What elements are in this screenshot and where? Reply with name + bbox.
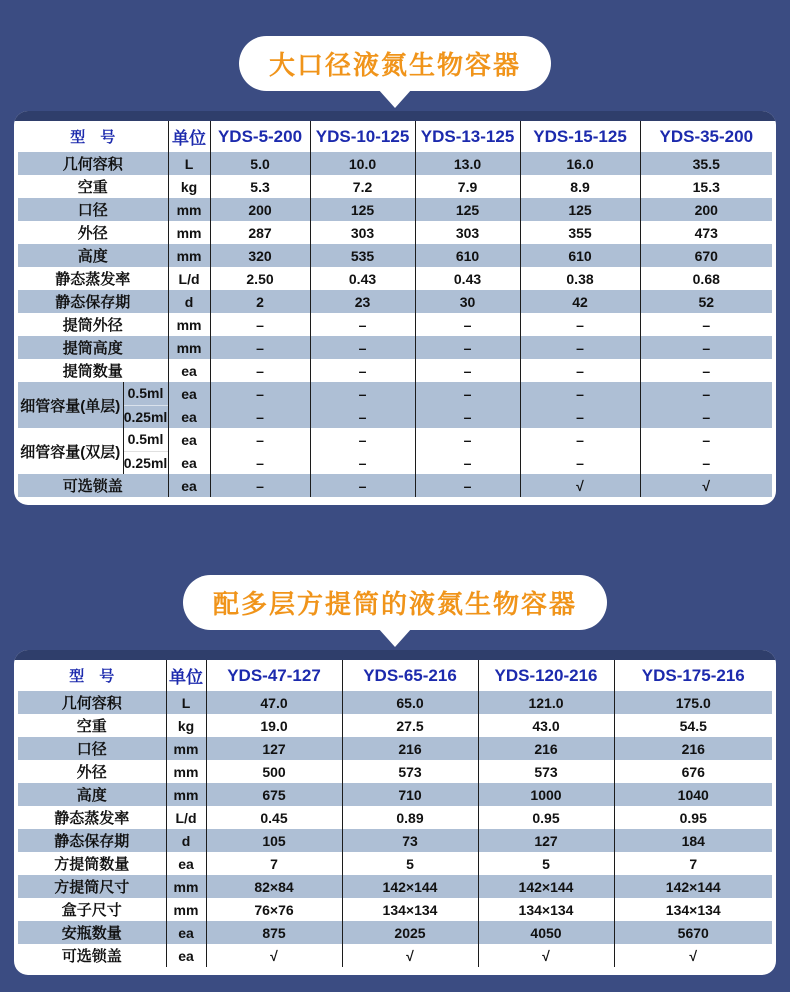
value-cell: 142×144 (614, 875, 772, 898)
row-label: 外径 (76, 764, 107, 781)
value-cell: 710 (342, 783, 478, 806)
value-cell: – (210, 474, 310, 497)
unit-cell: ea (168, 359, 210, 382)
value-cell: 0.38 (520, 267, 640, 290)
row-label: 静态保存期 (18, 290, 168, 313)
value-cell: 4050 (478, 921, 614, 944)
value-cell: 125 (520, 198, 640, 221)
value-cell: 473 (640, 221, 772, 244)
value-cell: – (640, 405, 772, 428)
value-cell: – (310, 405, 415, 428)
unit-cell: L/d (168, 267, 210, 290)
value-cell: – (310, 451, 415, 474)
value-cell: – (415, 313, 520, 336)
row-label: 细管容量(双层) (20, 443, 121, 461)
value-cell: 76×76 (206, 898, 342, 921)
unit-cell: kg (168, 175, 210, 198)
value-cell: 16.0 (520, 152, 640, 175)
col-header-unit: 单位 (168, 121, 210, 152)
value-cell: 0.45 (206, 806, 342, 829)
col-header-model: 型 号 (70, 129, 116, 146)
row-label: 静态蒸发率 (54, 810, 130, 827)
value-cell: 125 (310, 198, 415, 221)
section-title-bubble-1 (239, 36, 551, 91)
bubble-pointer-icon (378, 89, 412, 108)
spec-row (18, 152, 772, 175)
value-cell: 5 (342, 852, 478, 875)
value-cell: – (415, 405, 520, 428)
unit-cell: mm (168, 313, 210, 336)
model-header: YDS-5-200 (210, 121, 310, 152)
value-cell: 15.3 (640, 175, 772, 198)
value-cell: – (210, 336, 310, 359)
value-cell: 5 (478, 852, 614, 875)
spec-row (18, 875, 772, 898)
value-cell: 23 (310, 290, 415, 313)
value-cell: 52 (640, 290, 772, 313)
spec-row (18, 290, 772, 313)
value-cell: 500 (206, 760, 342, 783)
value-cell: 355 (520, 221, 640, 244)
unit-cell: ea (168, 382, 210, 405)
spec-row (18, 267, 772, 290)
value-cell: 121.0 (478, 691, 614, 714)
unit-cell: mm (168, 244, 210, 267)
value-cell: 573 (478, 760, 614, 783)
value-cell: – (640, 359, 772, 382)
row-label: 外径 (77, 225, 108, 242)
value-cell: 175.0 (614, 691, 772, 714)
row-label: 静态保存期 (18, 829, 166, 852)
card-top-band (14, 111, 776, 121)
value-cell: 47.0 (206, 691, 342, 714)
spec-row (18, 944, 772, 967)
row-label: 提筒高度 (18, 336, 168, 359)
value-cell: – (415, 359, 520, 382)
sub-label: 0.5ml (123, 428, 168, 451)
row-label: 方提筒尺寸 (18, 875, 166, 898)
row-label: 盒子尺寸 (61, 902, 122, 919)
value-cell: 19.0 (206, 714, 342, 737)
value-cell: 184 (614, 829, 772, 852)
row-label: 空重 (77, 179, 108, 196)
bubble-pointer-icon (378, 628, 412, 647)
value-cell: – (210, 382, 310, 405)
model-header: YDS-65-216 (342, 660, 478, 691)
model-header: YDS-13-125 (415, 121, 520, 152)
table-wrapper (14, 660, 776, 975)
value-cell: 875 (206, 921, 342, 944)
spec-row (18, 198, 772, 221)
unit-cell: mm (168, 221, 210, 244)
value-cell: 73 (342, 829, 478, 852)
spec-card-large-diameter (14, 111, 776, 505)
row-label: 高度 (18, 244, 168, 267)
value-cell: 7.9 (415, 175, 520, 198)
unit-cell: d (168, 290, 210, 313)
spec-card-multilayer (14, 650, 776, 975)
value-cell: 7 (206, 852, 342, 875)
value-cell: – (310, 474, 415, 497)
value-cell: 676 (614, 760, 772, 783)
spec-row (18, 313, 772, 336)
spec-table-multilayer (18, 660, 772, 967)
value-cell: – (310, 313, 415, 336)
spec-row (18, 382, 772, 405)
sub-label: 0.25ml (123, 451, 168, 474)
value-cell: 0.43 (415, 267, 520, 290)
unit-cell: ea (166, 921, 206, 944)
spec-table-large-diameter (18, 121, 772, 497)
row-label: 口径 (18, 737, 166, 760)
spec-row (18, 760, 772, 783)
value-cell: 30 (415, 290, 520, 313)
unit-cell: kg (166, 714, 206, 737)
value-cell: 535 (310, 244, 415, 267)
value-cell: 134×134 (342, 898, 478, 921)
value-cell: 8.9 (520, 175, 640, 198)
spec-row (18, 898, 772, 921)
spec-row (18, 451, 772, 474)
value-cell: 54.5 (614, 714, 772, 737)
row-label: 可选锁盖 (61, 948, 122, 965)
value-cell: √ (478, 944, 614, 967)
spec-row (18, 714, 772, 737)
unit-cell: mm (166, 737, 206, 760)
value-cell: 1040 (614, 783, 772, 806)
value-cell: – (520, 359, 640, 382)
model-header: YDS-10-125 (310, 121, 415, 152)
value-cell: – (520, 382, 640, 405)
value-cell: 127 (478, 829, 614, 852)
unit-cell: mm (166, 783, 206, 806)
value-cell: 216 (478, 737, 614, 760)
value-cell: 670 (640, 244, 772, 267)
spec-row (18, 829, 772, 852)
unit-cell: mm (166, 898, 206, 921)
model-header: YDS-47-127 (206, 660, 342, 691)
section-title-1: 大口径液氮生物容器 (268, 50, 521, 80)
value-cell: – (520, 313, 640, 336)
model-header: YDS-175-216 (614, 660, 772, 691)
value-cell: 142×144 (478, 875, 614, 898)
value-cell: √ (640, 474, 772, 497)
value-cell: 5.3 (210, 175, 310, 198)
unit-cell: d (166, 829, 206, 852)
table-wrapper (14, 121, 776, 505)
value-cell: – (640, 336, 772, 359)
unit-cell: L (168, 152, 210, 175)
spec-row (18, 221, 772, 244)
unit-cell: mm (168, 198, 210, 221)
value-cell: – (640, 313, 772, 336)
value-cell: 0.89 (342, 806, 478, 829)
value-cell: – (640, 428, 772, 451)
row-label: 细管容量(单层) (18, 382, 123, 428)
sub-label: 0.5ml (123, 382, 168, 405)
row-label: 方提筒数量 (54, 856, 130, 873)
row-label: 安瓶数量 (18, 921, 166, 944)
value-cell: 287 (210, 221, 310, 244)
value-cell: 573 (342, 760, 478, 783)
section-title-bubble-2 (183, 575, 607, 630)
row-label: 提筒外径 (62, 317, 123, 334)
spec-row (18, 428, 772, 451)
value-cell: 5.0 (210, 152, 310, 175)
value-cell: 134×134 (614, 898, 772, 921)
spec-row (18, 474, 772, 497)
row-label: 提筒数量 (62, 363, 123, 380)
unit-cell: mm (166, 875, 206, 898)
value-cell: – (415, 428, 520, 451)
row-label: 高度 (18, 783, 166, 806)
col-header-unit: 单位 (166, 660, 206, 691)
row-label: 几何容积 (18, 691, 166, 714)
row-label: 几何容积 (18, 152, 168, 175)
value-cell: 82×84 (206, 875, 342, 898)
unit-cell: ea (168, 474, 210, 497)
spec-row (18, 806, 772, 829)
value-cell: 13.0 (415, 152, 520, 175)
value-cell: – (210, 405, 310, 428)
unit-cell: L/d (166, 806, 206, 829)
value-cell: – (310, 382, 415, 405)
header-row (18, 660, 772, 691)
unit-cell: L (166, 691, 206, 714)
value-cell: 0.95 (614, 806, 772, 829)
value-cell: – (520, 405, 640, 428)
value-cell: 0.95 (478, 806, 614, 829)
value-cell: 610 (520, 244, 640, 267)
spec-row (18, 783, 772, 806)
spec-row (18, 359, 772, 382)
unit-cell: mm (168, 336, 210, 359)
value-cell: – (210, 313, 310, 336)
card-top-band (14, 650, 776, 660)
value-cell: – (310, 428, 415, 451)
value-cell: √ (520, 474, 640, 497)
value-cell: 7 (614, 852, 772, 875)
value-cell: – (415, 382, 520, 405)
value-cell: 42 (520, 290, 640, 313)
value-cell: √ (614, 944, 772, 967)
value-cell: – (210, 428, 310, 451)
value-cell: – (415, 451, 520, 474)
value-cell: – (310, 336, 415, 359)
value-cell: – (210, 451, 310, 474)
unit-cell: ea (168, 428, 210, 451)
value-cell: 303 (310, 221, 415, 244)
value-cell: 27.5 (342, 714, 478, 737)
value-cell: 303 (415, 221, 520, 244)
value-cell: – (520, 428, 640, 451)
value-cell: 200 (640, 198, 772, 221)
spec-row (18, 691, 772, 714)
value-cell: √ (342, 944, 478, 967)
unit-cell: ea (168, 405, 210, 428)
value-cell: 216 (614, 737, 772, 760)
value-cell: 134×134 (478, 898, 614, 921)
value-cell: 200 (210, 198, 310, 221)
value-cell: 7.2 (310, 175, 415, 198)
value-cell: – (520, 336, 640, 359)
value-cell: – (520, 451, 640, 474)
row-label: 空重 (76, 718, 107, 735)
value-cell: 2025 (342, 921, 478, 944)
row-label: 可选锁盖 (18, 474, 168, 497)
value-cell: 105 (206, 829, 342, 852)
unit-cell: ea (166, 852, 206, 875)
value-cell: – (640, 451, 772, 474)
model-header: YDS-120-216 (478, 660, 614, 691)
value-cell: 43.0 (478, 714, 614, 737)
row-label: 口径 (18, 198, 168, 221)
unit-cell: mm (166, 760, 206, 783)
value-cell: 2 (210, 290, 310, 313)
sub-label: 0.25ml (123, 405, 168, 428)
value-cell: 2.50 (210, 267, 310, 290)
spec-row (18, 921, 772, 944)
value-cell: 127 (206, 737, 342, 760)
value-cell: – (415, 336, 520, 359)
spec-row (18, 244, 772, 267)
value-cell: 675 (206, 783, 342, 806)
value-cell: √ (206, 944, 342, 967)
value-cell: – (310, 359, 415, 382)
header-row (18, 121, 772, 152)
value-cell: 142×144 (342, 875, 478, 898)
value-cell: – (415, 474, 520, 497)
section-title-2: 配多层方提筒的液氮生物容器 (212, 589, 577, 619)
model-header: YDS-35-200 (640, 121, 772, 152)
value-cell: – (210, 359, 310, 382)
spec-row (18, 175, 772, 198)
spec-row (18, 405, 772, 428)
spec-row (18, 336, 772, 359)
row-label: 静态蒸发率 (55, 271, 131, 288)
value-cell: 0.43 (310, 267, 415, 290)
value-cell: 35.5 (640, 152, 772, 175)
value-cell: 5670 (614, 921, 772, 944)
value-cell: 0.68 (640, 267, 772, 290)
value-cell: 10.0 (310, 152, 415, 175)
spec-row (18, 737, 772, 760)
value-cell: 65.0 (342, 691, 478, 714)
value-cell: 610 (415, 244, 520, 267)
spec-row (18, 852, 772, 875)
unit-cell: ea (166, 944, 206, 967)
value-cell: 1000 (478, 783, 614, 806)
value-cell: 125 (415, 198, 520, 221)
value-cell: 320 (210, 244, 310, 267)
col-header-model: 型 号 (69, 668, 115, 685)
value-cell: 216 (342, 737, 478, 760)
value-cell: – (640, 382, 772, 405)
unit-cell: ea (168, 451, 210, 474)
model-header: YDS-15-125 (520, 121, 640, 152)
